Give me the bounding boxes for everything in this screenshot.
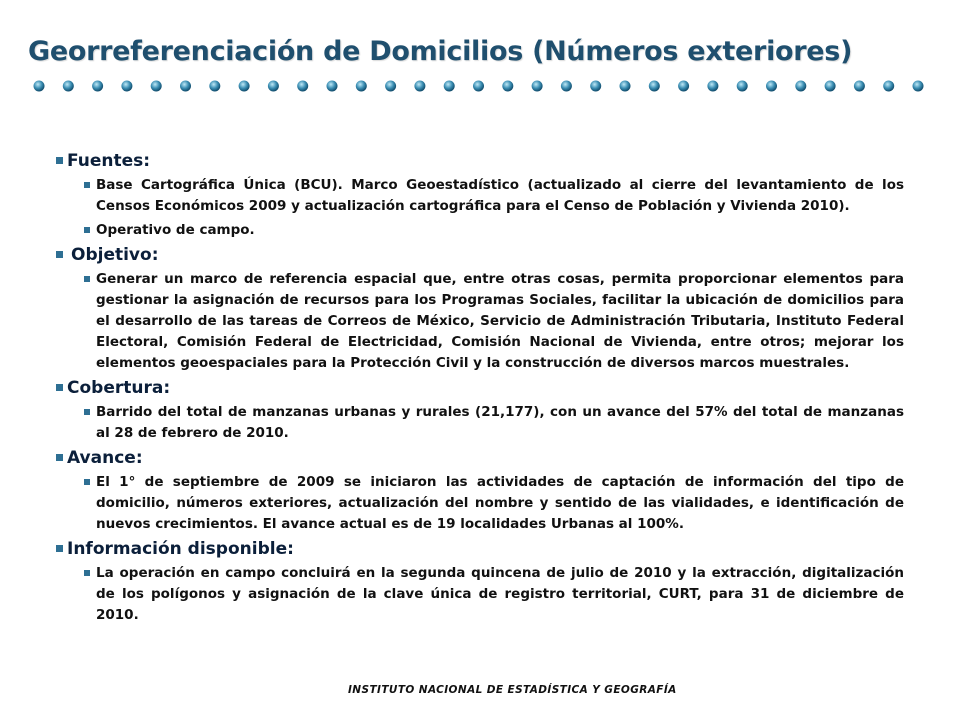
square-bullet-icon: [56, 157, 63, 164]
divider-dot-icon: [297, 81, 308, 92]
divider-dot-icon: [92, 81, 103, 92]
divider-dot-icon: [737, 81, 748, 92]
divider-dot-icon: [707, 81, 718, 92]
divider-dot-icon: [854, 81, 865, 92]
divider-dot-icon: [385, 81, 396, 92]
divider-dot-icon: [356, 81, 367, 92]
divider-dot-icon: [590, 81, 601, 92]
divider-dot-icon: [825, 81, 836, 92]
divider-dot-icon: [327, 81, 338, 92]
list-item-text: Generar un marco de referencia espacial que, entre otras cosas, permita proporcionar elementos para gestionar la asignación de recursos para los Programas Sociales, facilitar la ubicación de domicilios para el desarrollo de las tareas de Correos de México, Servicio de Administración Tributaria, Instituto Federal Electoral, Comisión Federal de Electricidad, Comisión Nacional de Vivienda, entre otros; mejorar los elementos geoespaciales para la Protección Civil y la construcción de diversos marcos muestrales.: [96, 271, 904, 371]
list-item-text: Operativo de campo.: [96, 222, 255, 238]
list-item-text: Base Cartográfica Única (BCU). Marco Geoestadístico (actualizado al cierre del levantamiento de los Censos Económicos 2009 y actualización cartográfica para el Censo de Población y Vivienda 2010).: [96, 177, 904, 214]
divider-dot-icon: [151, 81, 162, 92]
square-bullet-icon: [84, 227, 90, 233]
divider-dot-icon: [502, 81, 513, 92]
divider-dot-icon: [268, 81, 279, 92]
divider-dot-icon: [620, 81, 631, 92]
section-heading-label: Información disponible:: [67, 539, 294, 559]
square-bullet-icon: [84, 479, 90, 485]
section-heading-objetivo: [56, 244, 904, 266]
divider-dot-icon: [63, 81, 74, 92]
list-item: [56, 220, 904, 241]
institution-footer: INSTITUTO NACIONAL DE ESTADÍSTICA Y GEOGRAFÍA: [348, 684, 677, 696]
divider-dot-icon: [883, 81, 894, 92]
square-bullet-icon: [56, 454, 63, 461]
square-bullet-icon: [56, 545, 63, 552]
divider-dot-icon: [444, 81, 455, 92]
square-bullet-icon: [84, 276, 90, 282]
divider-dot-icon: [414, 81, 425, 92]
divider-dot-icon: [121, 81, 132, 92]
section-heading-informacion: [56, 538, 904, 560]
divider-dot-icon: [473, 81, 484, 92]
square-bullet-icon: [84, 182, 90, 188]
list-item: [56, 175, 904, 217]
divider-dot-icon: [209, 81, 220, 92]
list-item: [56, 472, 904, 535]
divider-dot-icon: [649, 81, 660, 92]
divider-dot-icon: [766, 81, 777, 92]
section-heading-label: Objetivo:: [71, 245, 159, 265]
list-item: [56, 563, 904, 626]
divider-dot-icon: [180, 81, 191, 92]
slide-content: [56, 150, 904, 629]
section-heading-label: Fuentes:: [67, 151, 151, 171]
list-item-text: Barrido del total de manzanas urbanas y rurales (21,177), con un avance del 57% del total de manzanas al 28 de febrero de 2010.: [96, 404, 904, 441]
section-heading-cobertura: [56, 377, 904, 399]
divider-dot-icon: [795, 81, 806, 92]
section-heading-avance: [56, 447, 904, 469]
divider-dot-icon: [532, 81, 543, 92]
square-bullet-icon: [84, 409, 90, 415]
divider-dot-icon: [239, 81, 250, 92]
section-heading-label: Cobertura:: [67, 378, 171, 398]
square-bullet-icon: [56, 251, 63, 258]
square-bullet-icon: [56, 384, 63, 391]
divider-dot-icon: [678, 81, 689, 92]
divider-dot-icon: [561, 81, 572, 92]
section-heading-label: Avance:: [67, 448, 143, 468]
section-heading-fuentes: [56, 150, 904, 172]
list-item-text: El 1° de septiembre de 2009 se iniciaron las actividades de captación de información del tipo de domicilio, números exteriores, actualización del nombre y sentido de las vialidades, e identificación de nuevos crecimientos. El avance actual es de 19 localidades Urbanas al 100%.: [96, 474, 904, 532]
list-item-text: La operación en campo concluirá en la segunda quincena de julio de 2010 y la extracción, digitalización de los polígonos y asignación de la clave única de registro territorial, CURT, para 31 de diciembre de 2010.: [96, 565, 904, 623]
list-item: [56, 402, 904, 444]
slide-title: Georreferenciación de Domicilios (Números exteriores): [28, 36, 853, 67]
title-dot-divider: [28, 76, 938, 96]
divider-dot-icon: [34, 81, 45, 92]
divider-dot-icon: [913, 81, 924, 92]
list-item: [56, 269, 904, 374]
square-bullet-icon: [84, 570, 90, 576]
